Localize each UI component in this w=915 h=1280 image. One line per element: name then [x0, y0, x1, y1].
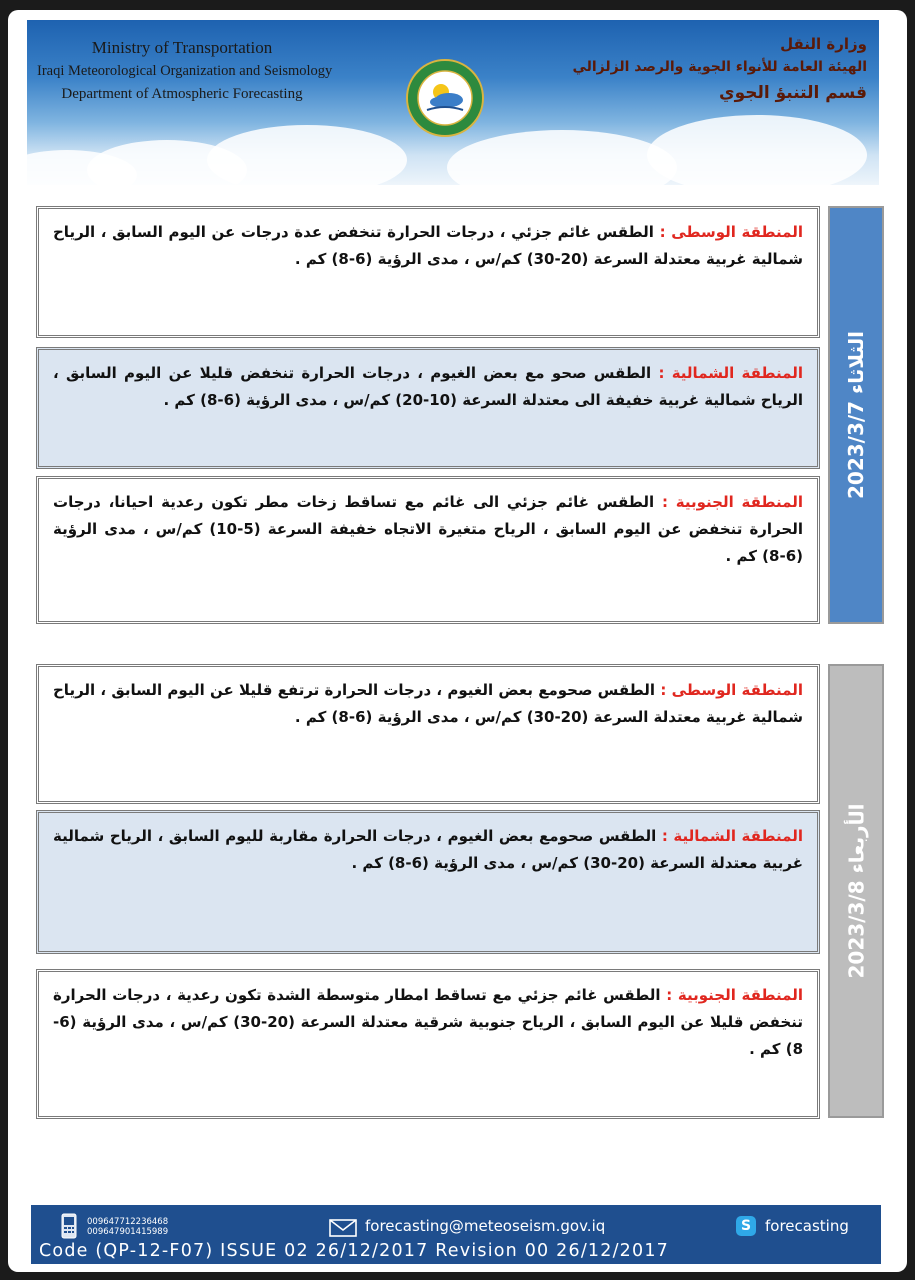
- ministry-title: Ministry of Transportation: [91, 38, 273, 57]
- ministry-name-arabic: [572, 35, 867, 103]
- region-name: المنطقة الجنوبية: [675, 493, 803, 511]
- document-code: Code (QP-12-F07) ISSUE 02 26/12/2017 Revision 00 26/12/2017: [39, 1241, 670, 1261]
- organization-title-ar: الهيئة العامة للأنواء الجوية والرصد الزلزالي: [572, 59, 867, 75]
- mail-icon: [329, 1219, 357, 1237]
- organization-title: Iraqi Meteorological Organization and Seismology: [37, 63, 333, 79]
- region-forecast-text: الطقس صحومع بعض الغيوم ، درجات الحرارة مقاربة لليوم السابق ، الرياح شمالية غربية معتدلة السرعة (20-30) كم/س ، مدى الرؤية (6-8) كم .: [53, 827, 803, 872]
- phone-number: 009647712236468: [87, 1217, 169, 1227]
- region-name: المنطقة الشمالية: [671, 364, 803, 382]
- ministry-name-english: [37, 38, 333, 103]
- region-north-day1: المنطقة الشمالية : الطقس صحو مع بعض الغيوم ، درجات الحرارة تنخفض قليلا عن اليوم السابق ، الرياح شمالية غربية خفيفة الى معتدلة السرعة (10-20) كم/س ، مدى الرؤية (6-8) كم .: [36, 347, 820, 469]
- skype-handle[interactable]: forecasting: [765, 1217, 849, 1235]
- ministry-title-ar: وزارة النقل: [780, 35, 867, 53]
- region-forecast-text: الطقس غائم جزئي مع تساقط امطار متوسطة الشدة تكون رعدية ، درجات الحرارة تنخفض قليلا عن اليوم السابق ، الرياح جنوبية شرقية معتدلة السرعة (20-30) كم/س ، مدى الرؤية (6-8) كم .: [53, 986, 803, 1058]
- region-name: المنطقة الجنوبية: [677, 986, 803, 1004]
- region-central-day1: المنطقة الوسطى : الطقس غائم جزئي ، درجات الحرارة تنخفض عدة درجات عن اليوم السابق ، الرياح شمالية غربية معتدلة السرعة (20-30) كم/س ، مدى الرؤية (6-8) كم .: [36, 206, 820, 338]
- region-forecast-text: الطقس غائم جزئي ، درجات الحرارة تنخفض عدة درجات عن اليوم السابق ، الرياح شمالية غربية معتدلة السرعة (20-30) كم/س ، مدى الرؤية (6-8) كم .: [53, 223, 803, 268]
- region-south-day1: المنطقة الجنوبية : الطقس غائم جزئي الى غائم مع تساقط زخات مطر تكون رعدية احيانا، درجات الحرارة تنخفض عن اليوم السابق ، الرياح متغيرة الاتجاه خفيفة السرعة (5-10) كم/س ، مدى الرؤية (6-8) كم .: [36, 476, 820, 624]
- date-bar-day1: [828, 206, 884, 624]
- region-central-day2: المنطقة الوسطى : الطقس صحومع بعض الغيوم ، درجات الحرارة ترتفع قليلا عن اليوم السابق ، الرياح شمالية غربية معتدلة السرعة (20-30) كم/س ، مدى الرؤية (6-8) كم .: [36, 664, 820, 804]
- region-name: المنطقة الوسطى: [671, 681, 803, 699]
- region-name: المنطقة الشمالية: [673, 827, 803, 845]
- phone-icon: [61, 1213, 77, 1239]
- region-name: المنطقة الوسطى: [671, 223, 803, 241]
- region-forecast-text: الطقس صحومع بعض الغيوم ، درجات الحرارة ترتفع قليلا عن اليوم السابق ، الرياح شمالية غربية معتدلة السرعة (20-30) كم/س ، مدى الرؤية (6-8) كم .: [53, 681, 803, 726]
- day-forecast-2: [36, 664, 884, 1120]
- region-forecast-text: الطقس صحو مع بعض الغيوم ، درجات الحرارة تنخفض قليلا عن اليوم السابق ، الرياح شمالية غربية خفيفة الى معتدلة السرعة (10-20) كم/س ، مدى الرؤية (6-8) كم .: [53, 364, 803, 409]
- skype-icon: S: [736, 1216, 756, 1236]
- date-label: الثلاثاء 2023/3/7: [844, 330, 868, 500]
- region-north-day2: المنطقة الشمالية : الطقس صحومع بعض الغيوم ، درجات الحرارة مقاربة لليوم السابق ، الرياح شمالية غربية معتدلة السرعة (20-30) كم/س ، مدى الرؤية (6-8) كم .: [36, 810, 820, 954]
- header-banner: [27, 20, 879, 185]
- department-title-ar: قسم التنبؤ الجوي: [719, 83, 867, 103]
- region-forecast-text: الطقس غائم جزئي الى غائم مع تساقط زخات مطر تكون رعدية احيانا، درجات الحرارة تنخفض عن اليوم السابق ، الرياح متغيرة الاتجاه خفيفة السرعة (5-10) كم/س ، مدى الرؤية (6-8) كم .: [53, 493, 803, 565]
- phone-number: 009647901415989: [87, 1227, 169, 1237]
- date-bar-day2: [828, 664, 884, 1118]
- day-forecast-1: [36, 206, 884, 626]
- organization-logo: [405, 58, 485, 138]
- date-label: الأربعاء 2023/3/8: [844, 803, 868, 979]
- region-south-day2: المنطقة الجنوبية : الطقس غائم جزئي مع تساقط امطار متوسطة الشدة تكون رعدية ، درجات الحرارة تنخفض قليلا عن اليوم السابق ، الرياح جنوبية شرقية معتدلة السرعة (20-30) كم/س ، مدى الرؤية (6-8) كم .: [36, 969, 820, 1119]
- phone-numbers: [87, 1217, 168, 1237]
- footer-bar: [31, 1205, 881, 1264]
- department-title: Department of Atmospheric Forecasting: [61, 86, 303, 102]
- email-address[interactable]: forecasting@meteoseism.gov.iq: [365, 1217, 606, 1235]
